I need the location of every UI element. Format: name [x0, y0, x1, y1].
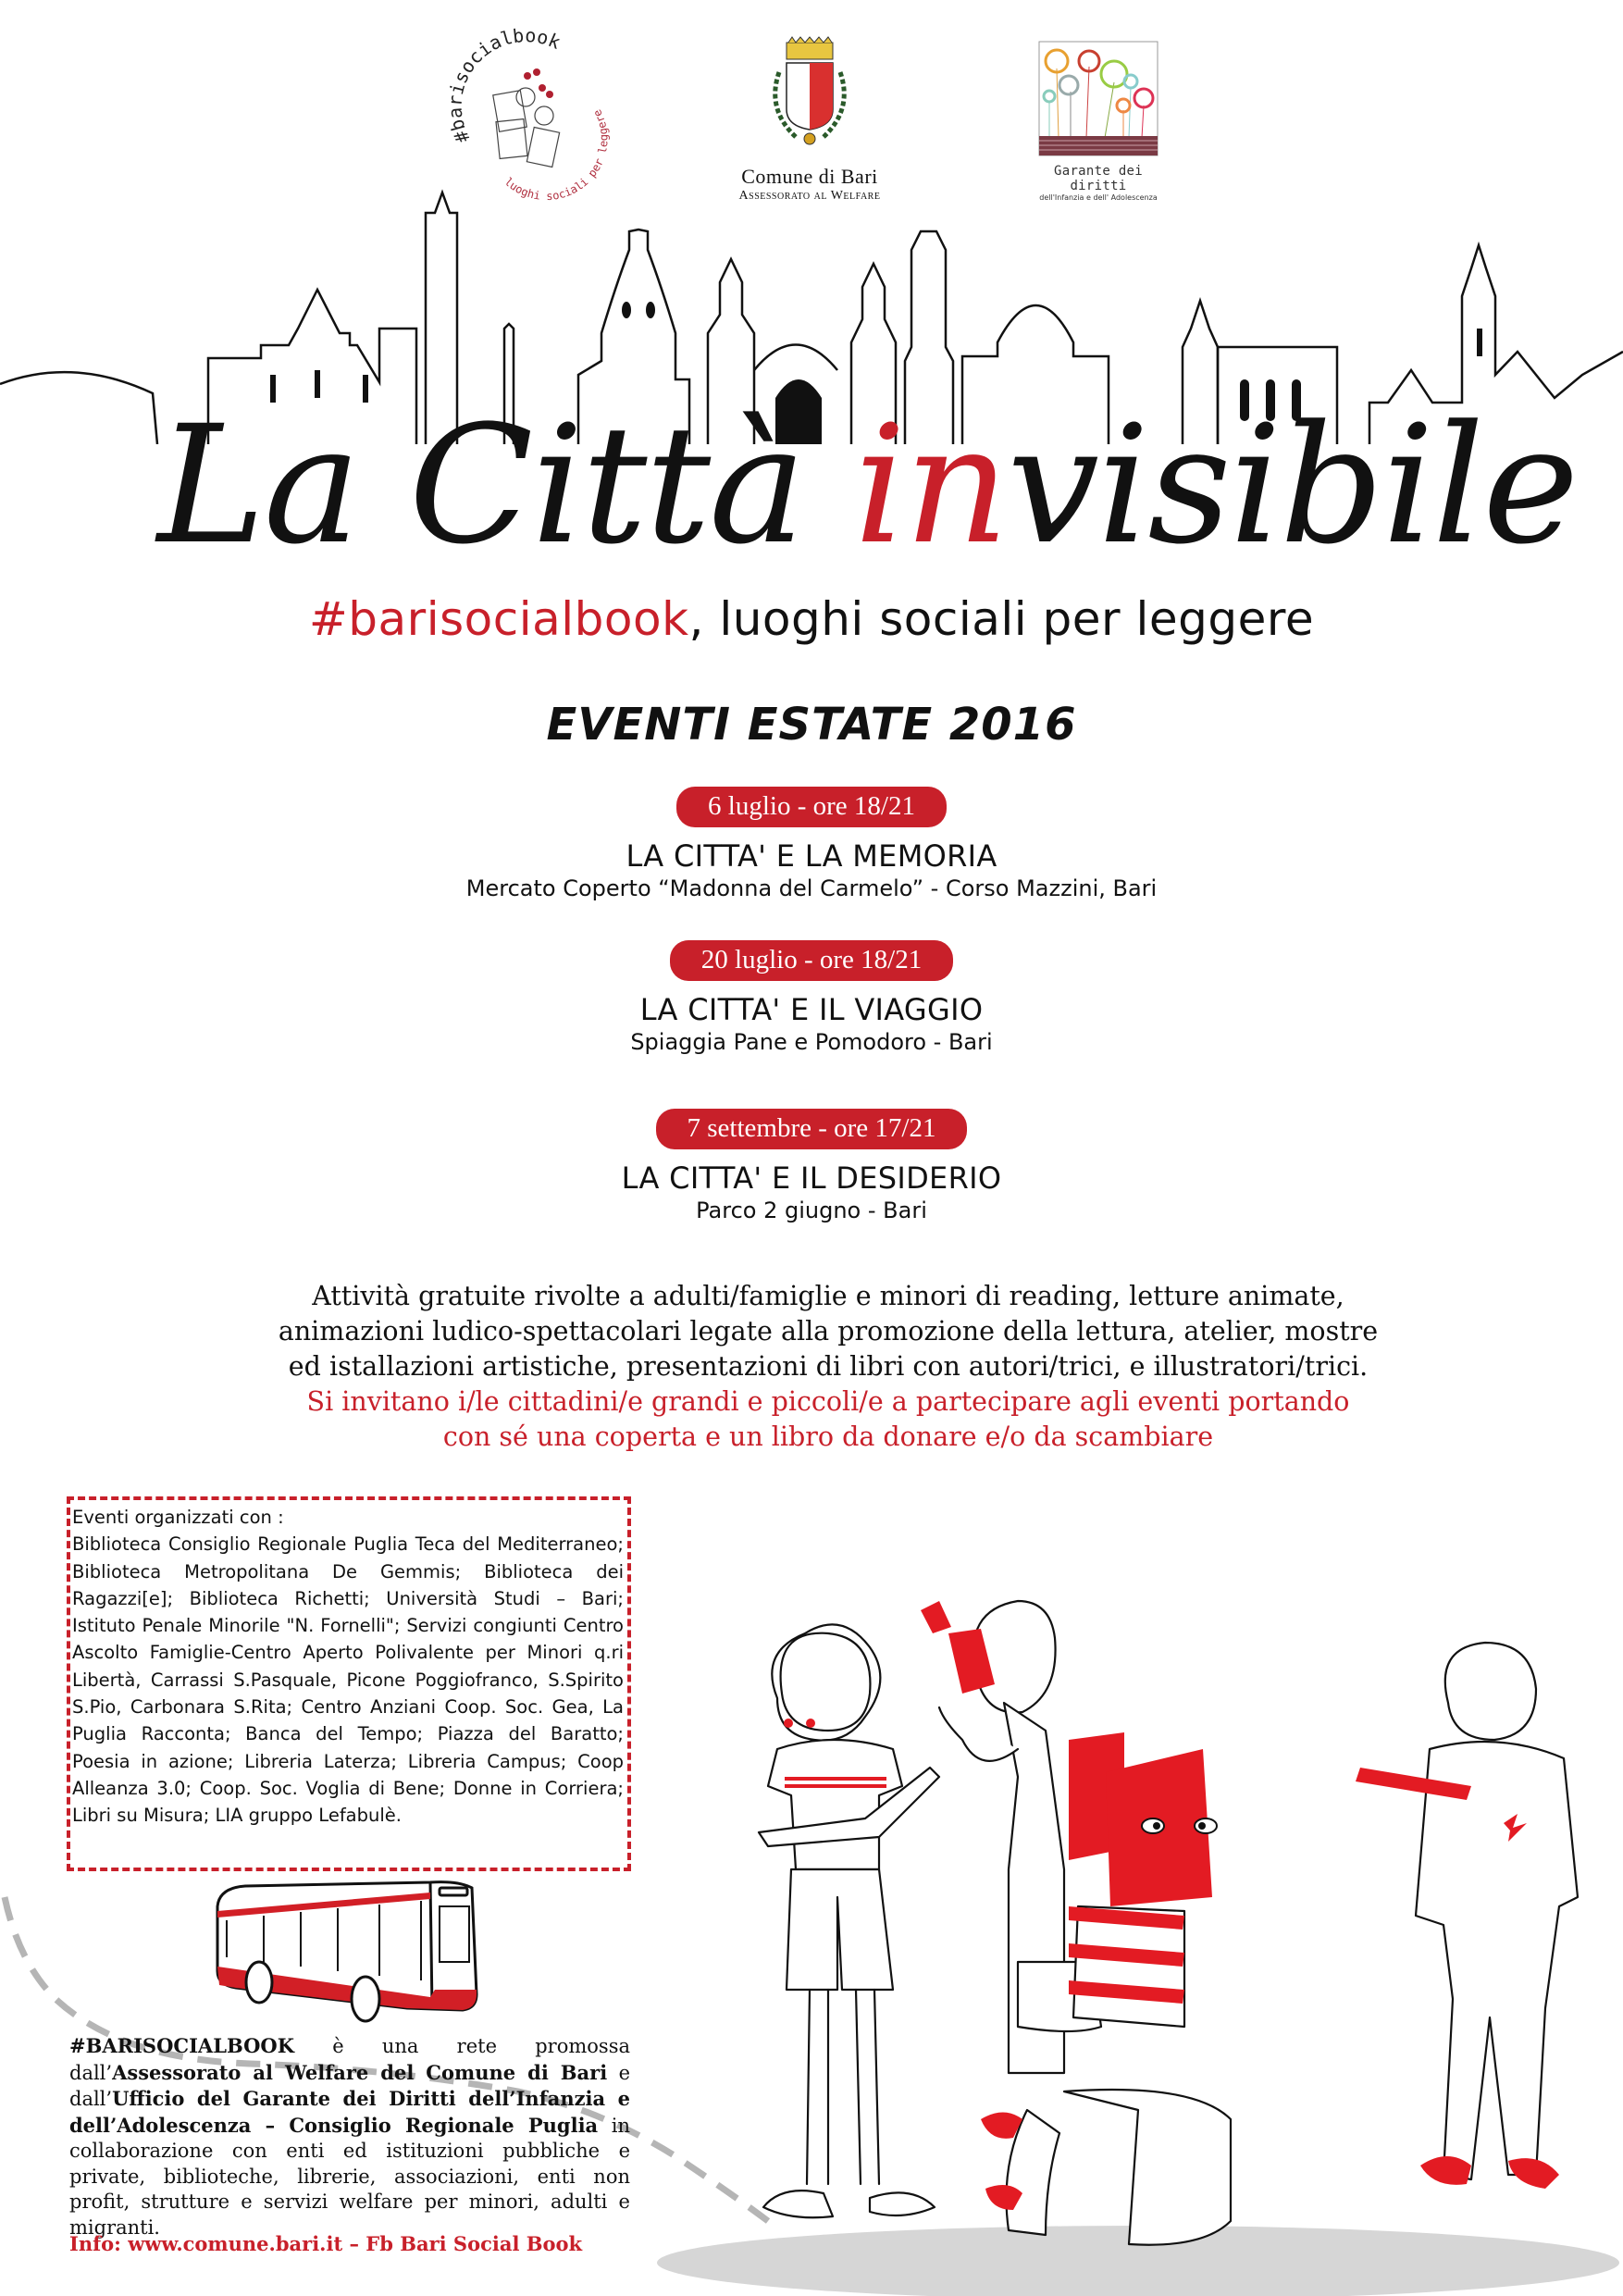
coat-of-arms-icon: [759, 35, 861, 155]
invite-line: Si invitano i/le cittadini/e grandi e piccoli/e a partecipare agli eventi portando: [306, 1386, 1350, 1417]
about-garante: Ufficio del Garante dei Diritti dell’Infanzia e dell’Adolescenza – Consiglio Regionale Puglia: [69, 2087, 630, 2137]
title-part-1: La Città: [157, 391, 855, 580]
event-location: Spiaggia Pane e Pomodoro - Bari: [630, 1029, 993, 1055]
event-item: [0, 787, 1623, 901]
events-heading: EVENTI ESTATE 2016: [546, 699, 1077, 751]
event-title: LA CITTA' E IL DESIDERIO: [621, 1160, 1002, 1196]
garante-subtitle: dell'Infanzia e dell' Adolescenza: [1039, 193, 1158, 202]
description-line: animazioni ludico-spettacolari legate alla promozione della lettura, atelier, mostre: [278, 1316, 1379, 1347]
svg-text:luoghi sociali per leggere: luoghi sociali per leggere: [502, 107, 611, 204]
about-hashtag: #BARISOCIALBOOK: [69, 2034, 294, 2057]
invite-line: con sé una coperta e un libro da donare e/o da scambiare: [442, 1421, 1214, 1452]
info-contact-line: Info: www.comune.bari.it – Fb Bari Social Book: [69, 2232, 583, 2255]
subtitle: [0, 592, 1623, 646]
description-line: ed istallazioni artistiche, presentazioni di libri con autori/trici, e illustratori/trici.: [288, 1351, 1369, 1382]
about-text: e dall’: [69, 2061, 630, 2110]
event-location: Mercato Coperto “Madonna del Carmelo” - Corso Mazzini, Bari: [465, 875, 1158, 901]
svg-text:#barisocialbook: #barisocialbook: [443, 28, 564, 147]
organisers-list: Biblioteca Consiglio Regionale Puglia Teca del Mediterraneo; Biblioteca Metropolitana De Gemmis; Biblioteca dei Ragazzi[e]; Biblioteca Richetti; Università Studi – Bari; Istituto Penale Minorile "N. Fornelli"; Servizi congiunti Centro Ascolto Famiglie-Centro Aperto Polivalente per Minori q.ri Libertà, Carrassi S.Pasquale, Picone Poggiofranco, S.Spirito S.Pio, Carbonara S.Rita; Centro Anziani Coop. Soc. Gea, La Puglia Racconta; Banca del Tempo; Piazza del Baratto; Poesia in azione; Libreria Laterza; Libreria Campus; Coop Alleanza 3.0; Coop. Soc. Voglia di Bene; Donne in Corriera; Libri su Misura; LIA gruppo Lefabulè.: [72, 1533, 624, 1827]
event-title: LA CITTA' E IL VIAGGIO: [639, 992, 984, 1027]
garante-title: Garante dei diritti: [1053, 164, 1144, 193]
title-part-2: visibile: [1007, 391, 1578, 580]
event-item: [0, 940, 1623, 1055]
main-title: [157, 379, 1578, 592]
about-text: è una rete promossa dall’: [69, 2035, 630, 2084]
subtitle-rest: , luoghi sociali per leggere: [688, 592, 1315, 646]
event-item: [0, 1109, 1623, 1223]
comune-department: Assessorato al Welfare: [738, 189, 881, 203]
event-location: Parco 2 giugno - Bari: [696, 1198, 927, 1223]
barisocialbook-logo-icon: [442, 28, 618, 204]
children-reading-illustration: [740, 1592, 1623, 2296]
activities-description: [185, 1279, 1471, 1455]
event-date-badge: 6 luglio - ore 18/21: [676, 787, 947, 827]
barisocialbook-logo: [442, 28, 618, 204]
comune-name: Comune di Bari: [741, 165, 878, 188]
event-date-badge: 7 settembre - ore 17/21: [656, 1109, 968, 1149]
subtitle-hashtag: #barisocialbook: [308, 592, 689, 646]
flowers-icon: [1038, 41, 1158, 156]
garante-diritti-logo: [1038, 41, 1158, 202]
about-text: in collaborazione con enti ed istituzioni pubbliche e private, biblioteche, librerie, associazioni, enti non profit, strutture e servizi welfare per minori, adulti e migranti.: [69, 2114, 630, 2239]
event-date-badge: 20 luglio - ore 18/21: [670, 940, 953, 981]
organisers-heading: Eventi organizzati con :: [72, 1507, 284, 1528]
event-title: LA CITTA' E LA MEMORIA: [626, 838, 997, 874]
title-red-part: in: [854, 391, 1008, 580]
about-assessorato: Assessorato al Welfare del Comune di Bari: [112, 2060, 608, 2084]
bus-icon: [208, 1879, 523, 2031]
description-line: Attività gratuite rivolte a adulti/famiglie e minori di reading, letture animate,: [312, 1281, 1344, 1311]
comune-di-bari-logo: [722, 35, 898, 202]
network-description: [69, 2033, 630, 2240]
